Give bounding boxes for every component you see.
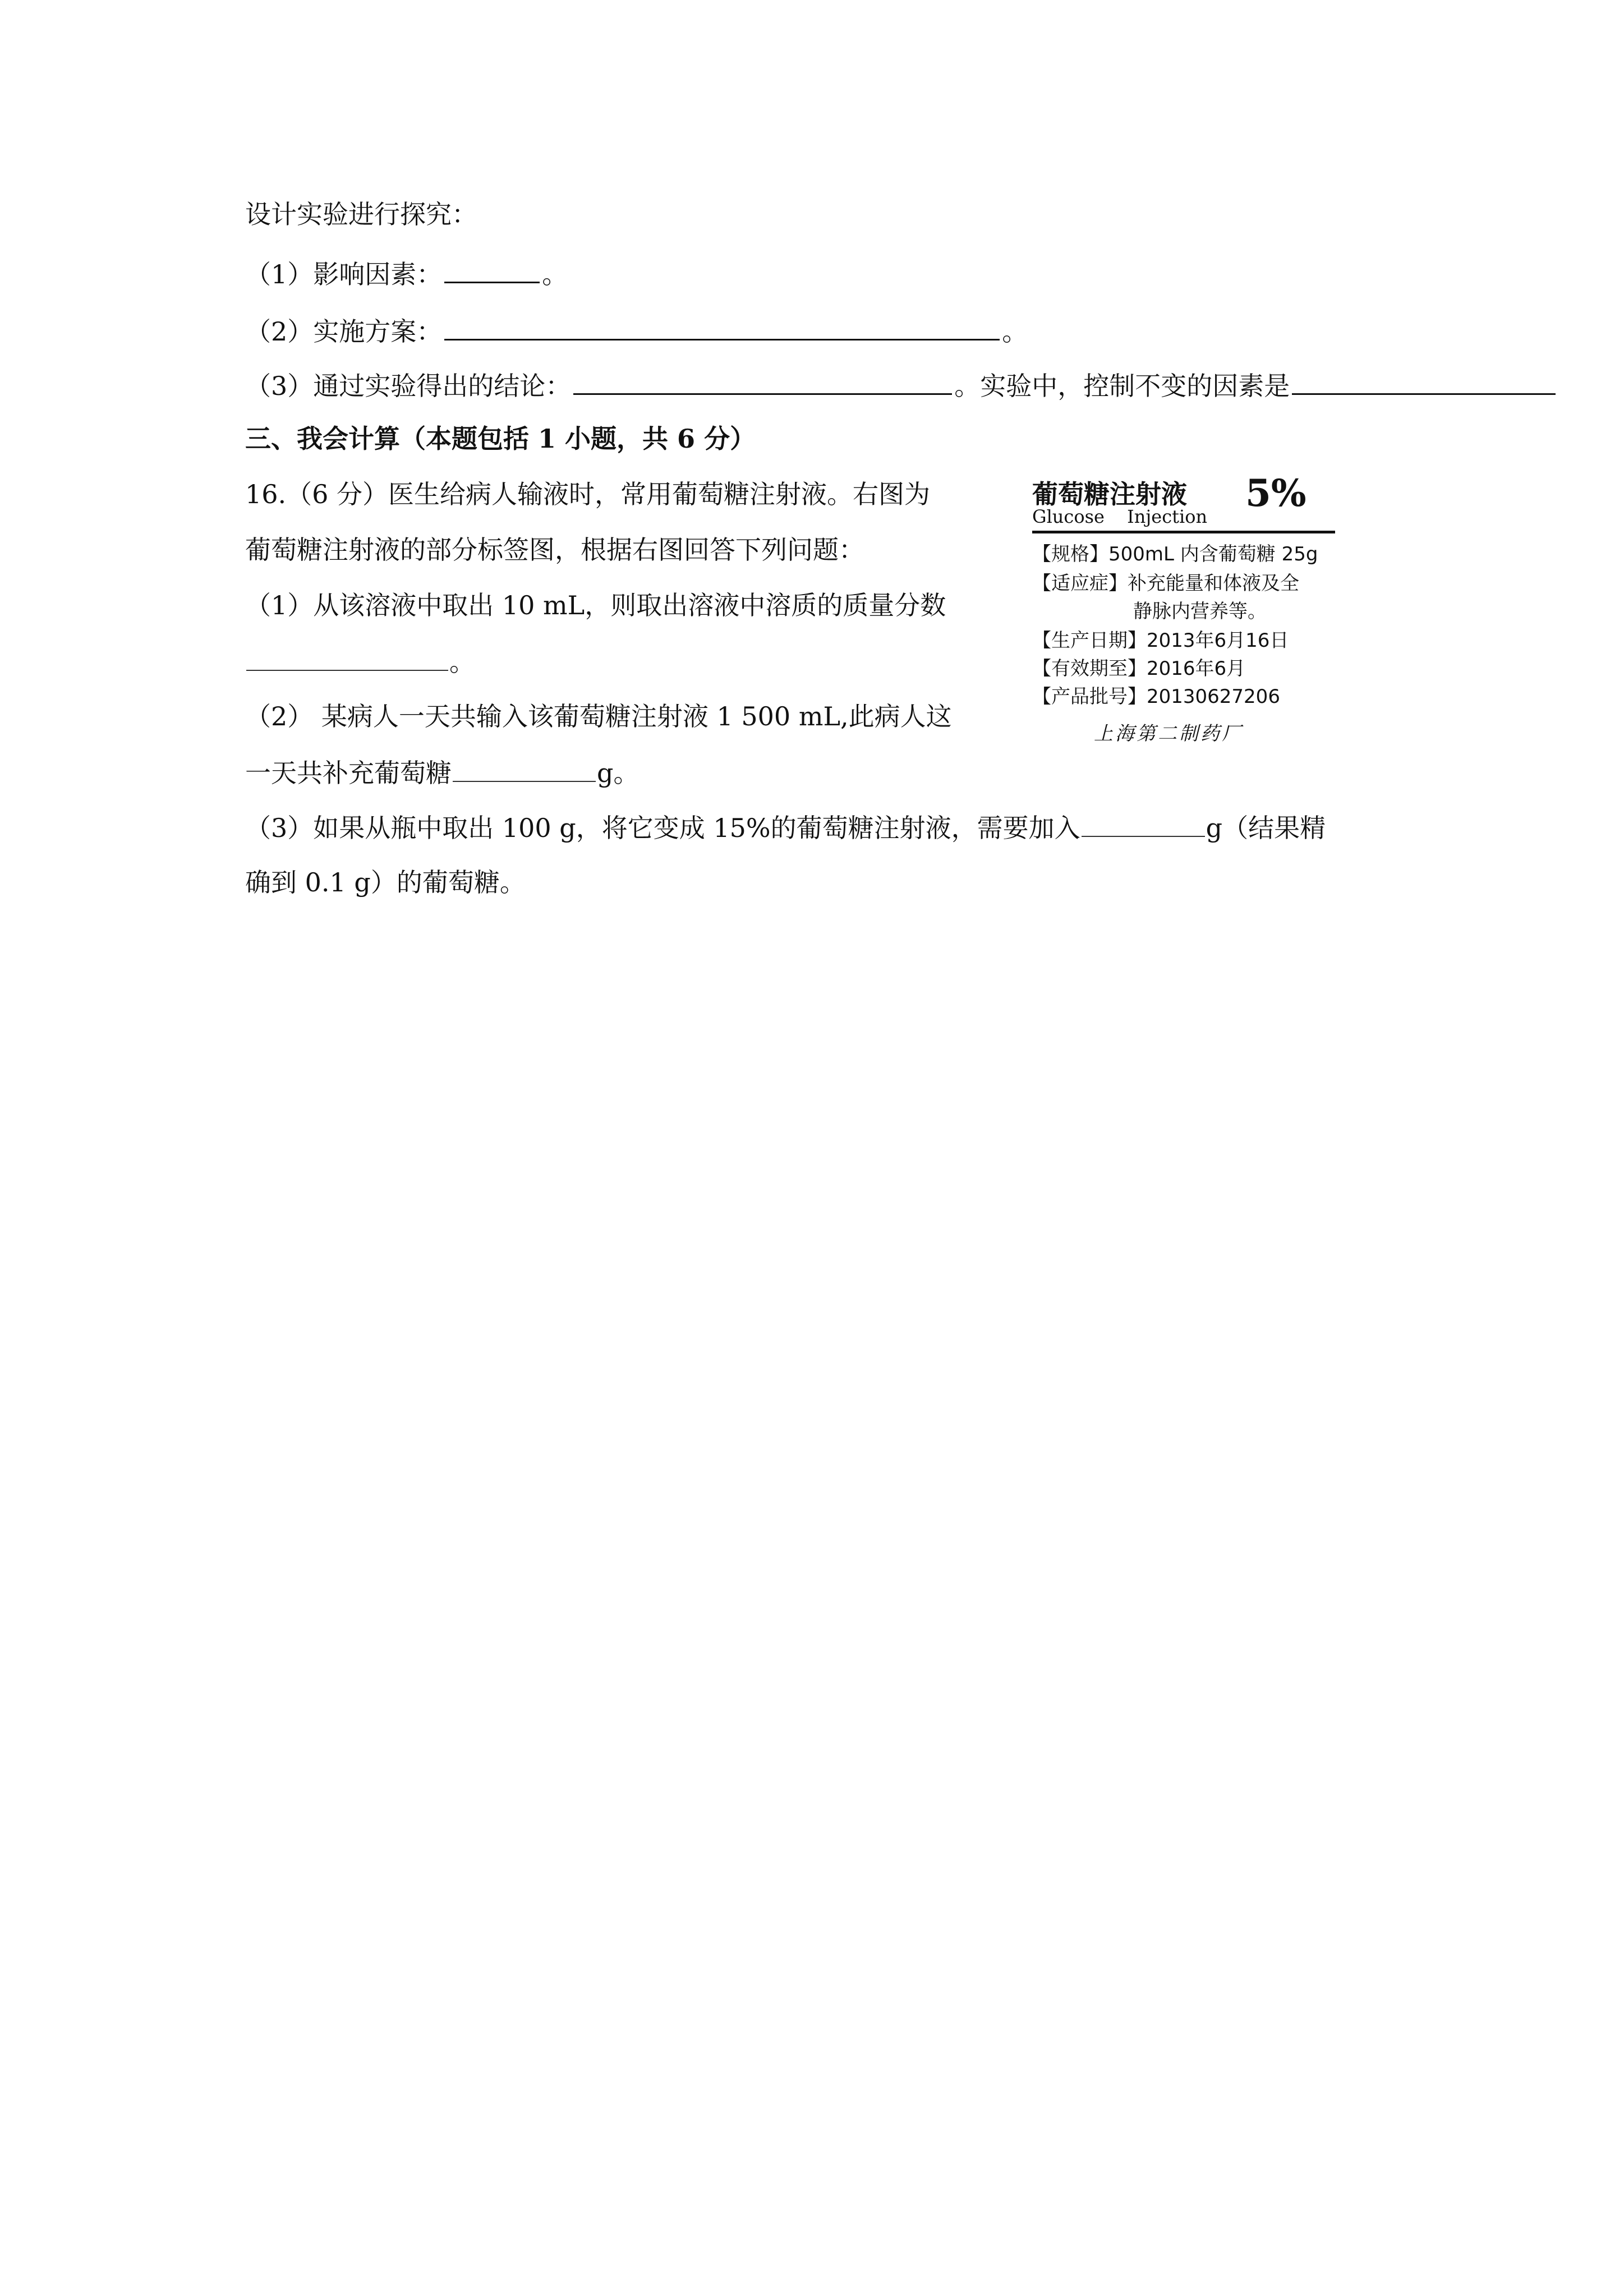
label-production-date: 【生产日期】2013年6月16日 bbox=[1032, 629, 1289, 652]
section-3-heading bbox=[245, 422, 756, 455]
p16-line-7-suffix: g（结果精 bbox=[1206, 813, 1326, 843]
q2-prefix: （2）实施方案： bbox=[245, 316, 443, 347]
p16-line-6-prefix: 一天共补充葡萄糖 bbox=[245, 758, 452, 788]
p16-line-2 bbox=[245, 533, 864, 567]
question-2 bbox=[245, 313, 1028, 348]
label-english: Glucose Injection bbox=[1032, 506, 1208, 527]
p16-line-6 bbox=[245, 755, 639, 790]
p16-line-8-text: 确到 0.1 g）的葡萄糖。 bbox=[245, 867, 526, 898]
glucose-label-figure bbox=[1027, 471, 1341, 752]
p16-line-3 bbox=[245, 588, 946, 622]
q3-conclusion-blank[interactable] bbox=[573, 367, 952, 395]
p16-line-2-text: 葡萄糖注射液的部分标签图，根据右图回答下列问题： bbox=[245, 535, 864, 565]
q3-middle: 。实验中，控制不变的因素是 bbox=[954, 371, 1290, 401]
p16-line-7 bbox=[245, 810, 1326, 845]
label-batch: 【产品批号】20130627206 bbox=[1032, 685, 1280, 708]
p16-line-8 bbox=[245, 866, 526, 899]
q3-constant-blank[interactable] bbox=[1292, 367, 1556, 395]
q1-answer-blank[interactable] bbox=[444, 256, 540, 283]
question-1 bbox=[245, 256, 568, 291]
intro-text: 设计实验进行探究： bbox=[245, 199, 477, 229]
p16-q1-blank[interactable] bbox=[246, 644, 448, 671]
question-3 bbox=[245, 367, 1558, 403]
q2-answer-blank[interactable] bbox=[444, 313, 1000, 341]
label-spec: 【规格】500mL 内含葡萄糖 25g bbox=[1032, 543, 1318, 565]
label-title: 葡萄糖注射液 bbox=[1032, 479, 1187, 509]
p16-line-4-suffix: 。 bbox=[449, 647, 475, 677]
label-manufacturer: 上海第二制药厂 bbox=[1094, 723, 1243, 745]
p16-line-3-text: （1）从该溶液中取出 10 mL，则取出溶液中溶质的质量分数 bbox=[245, 590, 946, 620]
p16-q2-blank[interactable] bbox=[453, 755, 596, 782]
p16-line-1 bbox=[245, 477, 930, 511]
q3-prefix: （3）通过实验得出的结论： bbox=[245, 371, 572, 401]
section-3-text: 三、我会计算（本题包括 1 小题，共 6 分） bbox=[245, 424, 756, 454]
label-divider bbox=[1032, 531, 1335, 533]
p16-line-5-text: （2） 某病人一天共输入该葡萄糖注射液 1 500 mL,此病人这 bbox=[245, 701, 952, 731]
p16-line-5 bbox=[245, 700, 952, 733]
q1-prefix: （1）影响因素： bbox=[245, 259, 443, 289]
p16-line-4 bbox=[245, 644, 475, 679]
label-indication-cont: 静脉内营养等。 bbox=[1133, 600, 1267, 623]
label-percent: 5% bbox=[1245, 471, 1306, 515]
q2-suffix: 。 bbox=[1002, 316, 1028, 347]
label-indication: 【适应症】补充能量和体液及全 bbox=[1032, 572, 1299, 595]
p16-line-6-suffix: g。 bbox=[597, 758, 640, 788]
intro-line bbox=[245, 197, 477, 231]
p16-line-1-text: 16.（6 分）医生给病人输液时，常用葡萄糖注射液。右图为 bbox=[245, 479, 931, 509]
q1-suffix: 。 bbox=[542, 259, 568, 289]
label-expiry: 【有效期至】2016年6月 bbox=[1032, 657, 1246, 680]
p16-q3-blank[interactable] bbox=[1082, 810, 1205, 837]
p16-line-7-prefix: （3）如果从瓶中取出 100 g，将它变成 15%的葡萄糖注射液，需要加入 bbox=[245, 813, 1080, 843]
